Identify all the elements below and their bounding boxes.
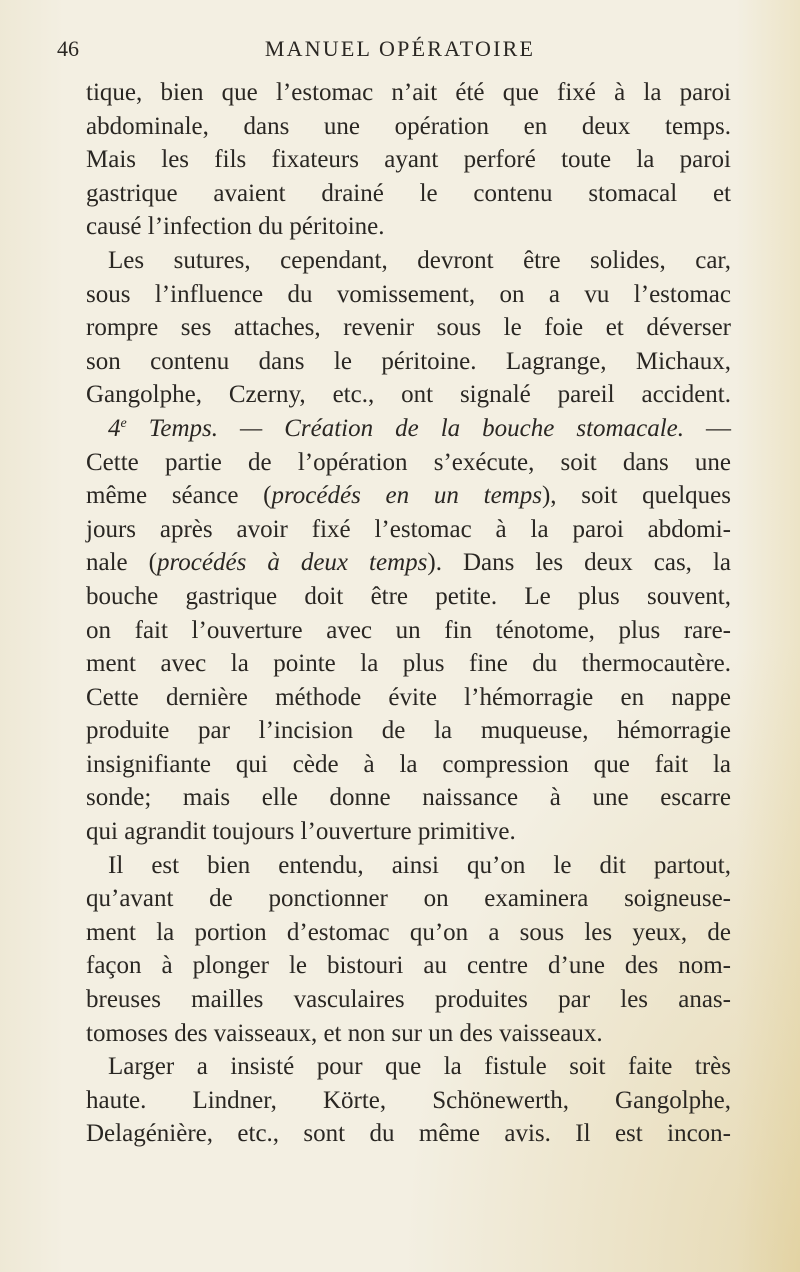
text-line: qu’avant de ponctionner on examinera soigneuse- [86, 885, 731, 913]
paragraph-start-line: Larger a insisté pour que la fistule soit faite très [108, 1053, 731, 1081]
text-line: insignifiante qui cède à la compression que fait la [86, 750, 731, 778]
text-line: sous l’influence du vomissement, on a vu l’estomac [86, 280, 731, 308]
text-line: on fait l’ouverture avec un fin ténotome, plus rare- [86, 616, 731, 644]
page-number: 46 [57, 36, 79, 61]
text-line: qui agrandit toujours l’ouverture primitive. [86, 818, 516, 846]
text-line: Cette dernière méthode évite l’hémorragie en nappe [86, 683, 731, 711]
text-line: abdominale, dans une opération en deux temps. [86, 112, 731, 140]
text-line: façon à plonger le bistouri au centre d’une des nom- [86, 952, 731, 980]
text-line-with-italic: nale (procédés à deux temps). Dans les deux cas, la [86, 549, 731, 577]
text-line: son contenu dans le péritoine. Lagrange, Michaux, [86, 347, 731, 375]
paragraph-start-line: Il est bien entendu, ainsi qu’on le dit partout, [108, 851, 731, 879]
running-head [0, 36, 800, 66]
text-line: Delagénière, etc., sont du même avis. Il est incon- [86, 1120, 731, 1148]
text-line: bouche gastrique doit être petite. Le plus souvent, [86, 582, 731, 610]
text-line: rompre ses attaches, revenir sous le foie et déverser [86, 314, 731, 342]
text-line: breuses mailles vasculaires produites par les anas- [86, 986, 731, 1014]
text-line-with-italic: même séance (procédés en un temps), soit quelques [86, 482, 731, 510]
heading-dash: — [684, 414, 732, 442]
paragraph-start-line: Les sutures, cependant, devront être solides, car, [108, 246, 731, 274]
italic-phrase: procédés en un temps [271, 482, 542, 510]
italic-phrase: procédés à deux temps [156, 549, 428, 577]
text-line: ment avec la pointe la plus fine du thermocautère. [86, 650, 731, 678]
section-heading-line [86, 412, 731, 446]
section-heading: Temps. — Création de la bouche stomacale. [148, 414, 684, 442]
running-title: MANUEL OPÉRATOIRE [264, 36, 536, 61]
text-line: tique, bien que l’estomac n’ait été que fixé à la paroi [86, 79, 731, 106]
text-line: produite par l’incision de la muqueuse, hémorragie [86, 717, 731, 745]
text-line: jours après avoir fixé l’estomac à la paroi abdomi- [86, 515, 731, 543]
text-line: ment la portion d’estomac qu’on a sous les yeux, de [86, 918, 731, 946]
text-line: sonde; mais elle donne naissance à une escarre [86, 784, 731, 812]
text-line: haute. Lindner, Körte, Schönewerth, Gangolphe, [86, 1086, 731, 1114]
body-text [86, 76, 731, 1151]
text-line: gastrique avaient drainé le contenu stomacal et [86, 179, 731, 207]
text-line: Mais les fils fixateurs ayant perforé toute la paroi [86, 146, 731, 174]
text-line: tomoses des vaisseaux, et non sur un des vaisseaux. [86, 1019, 603, 1047]
text-line: causé l’infection du péritoine. [86, 213, 385, 241]
text-line: Gangolphe, Czerny, etc., ont signalé pareil accident. [86, 381, 731, 409]
section-number: 4e [108, 414, 127, 442]
text-line: Cette partie de l’opération s’exécute, soit dans une [86, 448, 731, 476]
